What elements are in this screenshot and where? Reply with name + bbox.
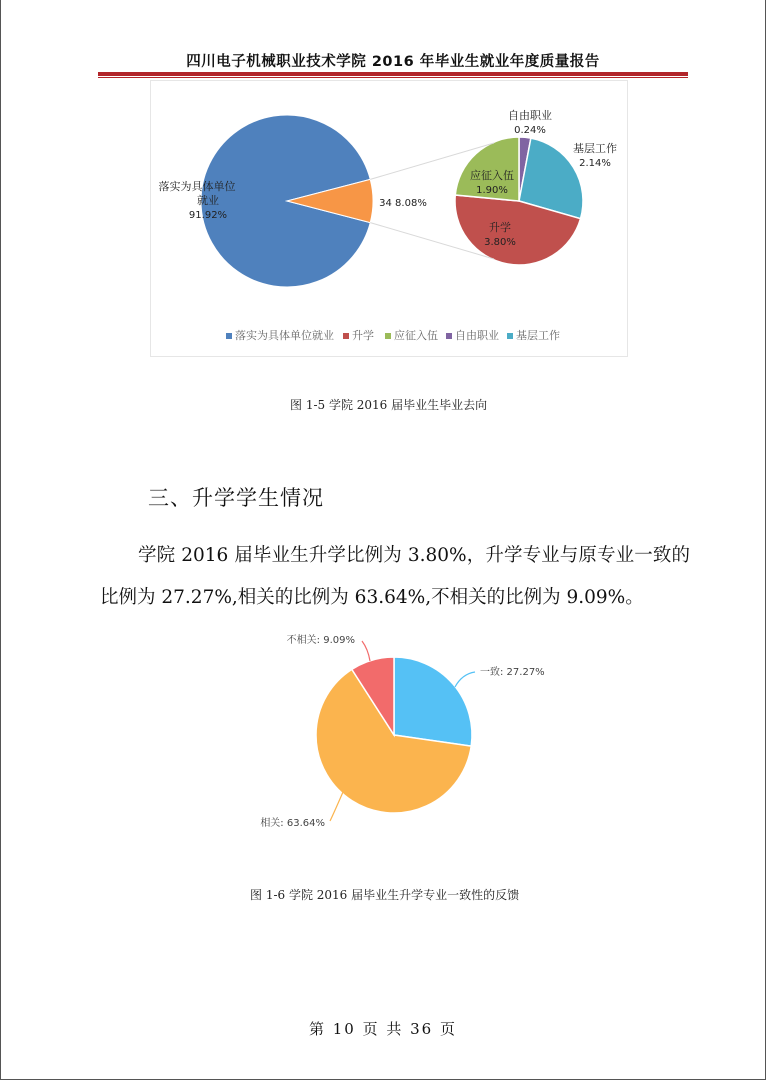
report-header-title: 四川电子机械职业技术学院 2016 年毕业生就业年度质量报告 bbox=[186, 54, 600, 70]
label-military-name: 应征入伍 bbox=[470, 169, 514, 182]
legend-swatch-0 bbox=[226, 333, 232, 339]
label-unrelated: 不相关: 9.09% bbox=[286, 635, 355, 646]
label-further-study-name: 升学 bbox=[489, 221, 511, 234]
leader-consistent bbox=[455, 672, 475, 687]
legend-swatch-4 bbox=[507, 333, 513, 339]
legend-swatch-2 bbox=[385, 333, 391, 339]
label-employed-name-2: 就业 bbox=[197, 194, 219, 207]
pie-slice-consistent bbox=[394, 657, 472, 746]
section-heading: 三、升学学生情况 bbox=[148, 486, 324, 510]
body-paragraph: 学院 2016 届毕业生升学比例为 3.80%，升学专业与原专业一致的比例为 27.27%,相关的比例为 63.64%,不相关的比例为 9.09%。 bbox=[100, 545, 690, 608]
figure-1-5-chart bbox=[0, 0, 766, 360]
label-related: 相关: 63.64% bbox=[260, 818, 325, 829]
label-grassroots-name: 基层工作 bbox=[573, 142, 617, 155]
label-freelance-pct: 0.24% bbox=[514, 125, 546, 136]
legend-label-0: 落实为具体单位就业 bbox=[235, 329, 334, 342]
label-military-pct: 1.90% bbox=[476, 185, 508, 196]
label-freelance-name: 自由职业 bbox=[508, 109, 552, 122]
legend-label-3: 自由职业 bbox=[455, 329, 499, 342]
legend-label-4: 基层工作 bbox=[516, 329, 560, 342]
legend-swatch-1 bbox=[343, 333, 349, 339]
figure-1-6-caption: 图 1-6 学院 2016 届毕业生升学专业一致性的反馈 bbox=[250, 888, 520, 902]
legend-swatch-3 bbox=[446, 333, 452, 339]
label-other: 34 8.08% bbox=[379, 198, 427, 209]
label-further-study-pct: 3.80% bbox=[484, 237, 516, 248]
legend-label-1: 升学 bbox=[352, 329, 374, 342]
figure-1-5-caption: 图 1-5 学院 2016 届毕业生毕业去向 bbox=[290, 398, 488, 412]
label-employed-pct: 91.92% bbox=[188, 210, 228, 221]
leader-related bbox=[330, 792, 343, 821]
label-employed-name: 落实为具体单位 bbox=[158, 180, 236, 193]
leader-unrelated bbox=[362, 641, 370, 661]
page-number: 第 10 页 共 36 页 bbox=[308, 1020, 457, 1038]
figure-1-6-chart bbox=[0, 625, 766, 865]
label-grassroots-pct: 2.14% bbox=[579, 158, 611, 169]
legend-label-2: 应征入伍 bbox=[394, 329, 438, 342]
label-consistent: 一致: 27.27% bbox=[480, 667, 545, 678]
